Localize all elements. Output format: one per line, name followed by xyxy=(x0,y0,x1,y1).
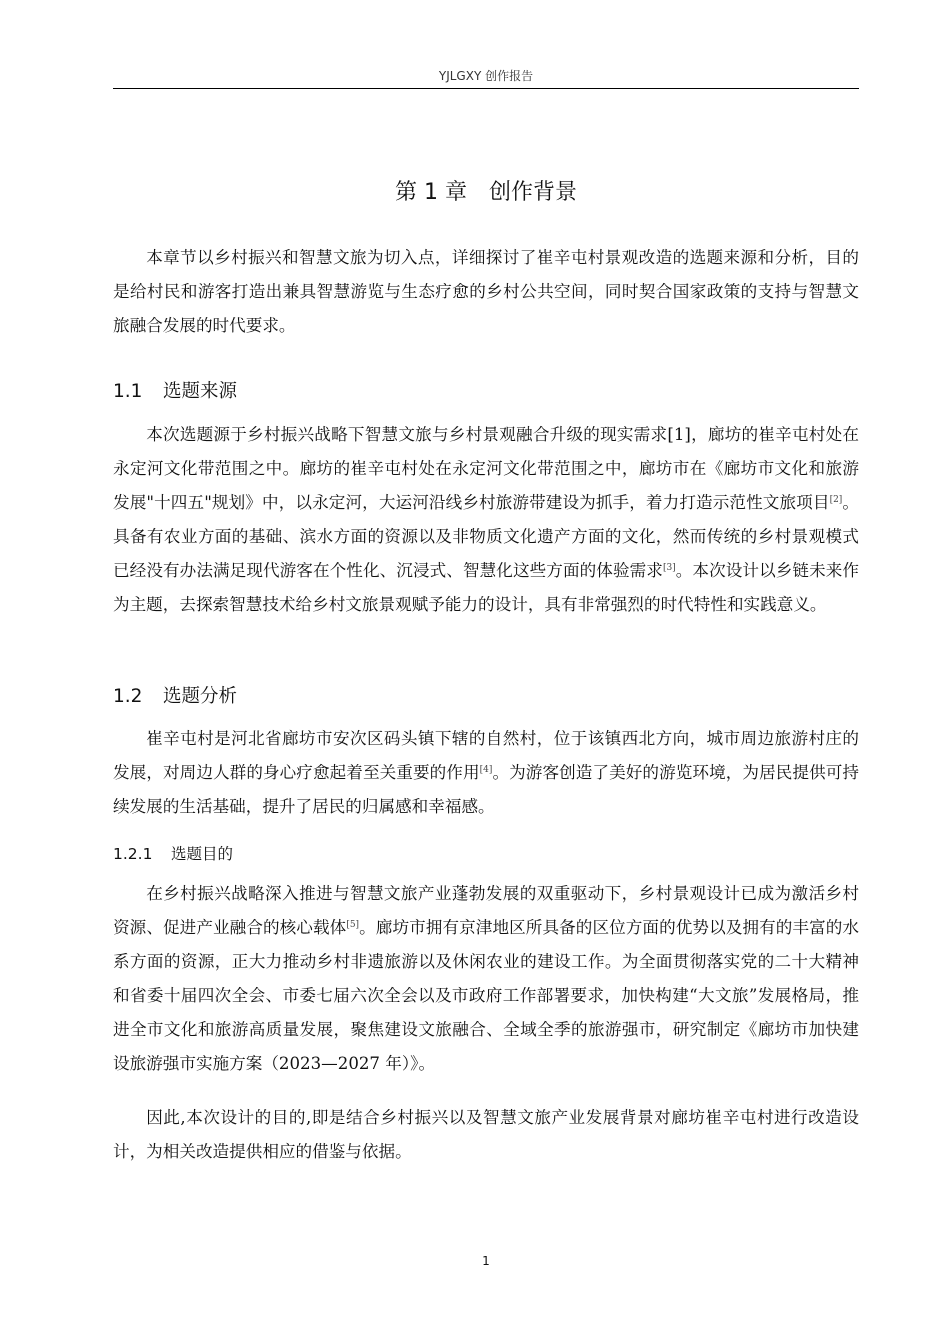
text-segment: 。廊坊市拥有京津地区所具备的区位方面的优势以及拥有的丰富的水系方面的资源，正大力推动乡村非遗旅游以及休闲农业的建设工作。为全面贯彻落实党的二十大精神和省委十届四次全会、市委七届六次全会以及市政府工作部署要求，加快构建“大文旅”发展格局，推进全市文化和旅游高质量发展，聚焦建设文旅融合、全域全季的旅游强市，研究制定《廊坊市加快建设旅游强市实施方案（2023—2027 年）》。 xyxy=(113,918,860,1073)
header-rule xyxy=(113,88,859,89)
chapter-number: 第 1 章 xyxy=(395,180,467,205)
citation-ref: [5] xyxy=(346,920,360,930)
running-header: YJLGXY 创作报告 xyxy=(438,69,534,83)
intro-paragraph: 本章节以乡村振兴和智慧文旅为切入点，详细探讨了崔辛屯村景观改造的选题来源和分析，目的是给村民和游客打造出兼具智慧游览与生态疗愈的乡村公共空间，同时契合国家政策的支持与智慧文旅融合发展的时代要求。 xyxy=(113,248,859,335)
section-title: 选题分析 xyxy=(163,686,238,707)
text-segment: 。具备有农业方面的基础、滨水方面的资源以及非物质文化遗产方面的文化，然而传统的乡村景观模式已经没有办法满足现代游客在个性化、沉浸式、智慧化这些方面的体验需求 xyxy=(113,493,860,580)
section-1-2-paragraph xyxy=(113,722,859,824)
text-segment: 。为游客创造了美好的游览环境，为居民提供可持续发展的生活基础，提升了居民的归属感和幸福感。 xyxy=(113,763,859,816)
section-1-1-paragraph xyxy=(113,418,859,622)
section-number: 1.2.1 xyxy=(113,845,153,863)
text-segment: 。本次设计以乡链未来作为主题，去探索智慧技术给乡村文旅景观赋予能力的设计，具有非常强烈的时代特性和实践意义。 xyxy=(113,561,859,614)
section-1-2-1-paragraph-1 xyxy=(113,877,859,1081)
section-heading-1-1 xyxy=(113,378,859,406)
text-segment: 崔辛屯村是河北省廊坊市安次区码头镇下辖的自然村，位于该镇西北方向，城市周边旅游村庄的发展，对周边人群的身心疗愈起着至关重要的作用 xyxy=(113,729,859,782)
chapter-title-text: 创作背景 xyxy=(488,180,577,205)
section-heading-1-2-1 xyxy=(113,842,859,866)
text-segment: 在乡村振兴战略深入推进与智慧文旅产业蓬勃发展的双重驱动下，乡村景观设计已成为激活乡村资源、促进产业融合的核心载体 xyxy=(113,884,859,937)
chapter-title xyxy=(113,176,859,210)
section-1-2-1-paragraph-2: 因此,本次设计的目的,即是结合乡村振兴以及智慧文旅产业发展背景对廊坊崔辛屯村进行改造设计，为相关改造提供相应的借鉴与依据。 xyxy=(113,1108,859,1161)
section-title: 选题来源 xyxy=(163,381,238,402)
section-heading-1-2 xyxy=(113,683,859,711)
section-number: 1.2 xyxy=(113,686,143,707)
section-title: 选题目的 xyxy=(171,845,234,863)
citation-ref: [4] xyxy=(479,765,493,775)
page-number: 1 xyxy=(482,1254,490,1268)
citation-ref: [3] xyxy=(662,563,676,573)
citation-ref: [2] xyxy=(829,495,843,505)
text-segment: 本次选题源于乡村振兴战略下智慧文旅与乡村景观融合升级的现实需求[1]，廊坊的崔辛屯村处在永定河文化带范围之中。廊坊的崔辛屯村处在永定河文化带范围之中，廊坊市在《廊坊市文化和旅游发展"十四五"规划》中，以永定河，大运河沿线乡村旅游带建设为抓手，着力打造示范性文旅项目 xyxy=(113,425,859,512)
section-number: 1.1 xyxy=(113,381,143,402)
